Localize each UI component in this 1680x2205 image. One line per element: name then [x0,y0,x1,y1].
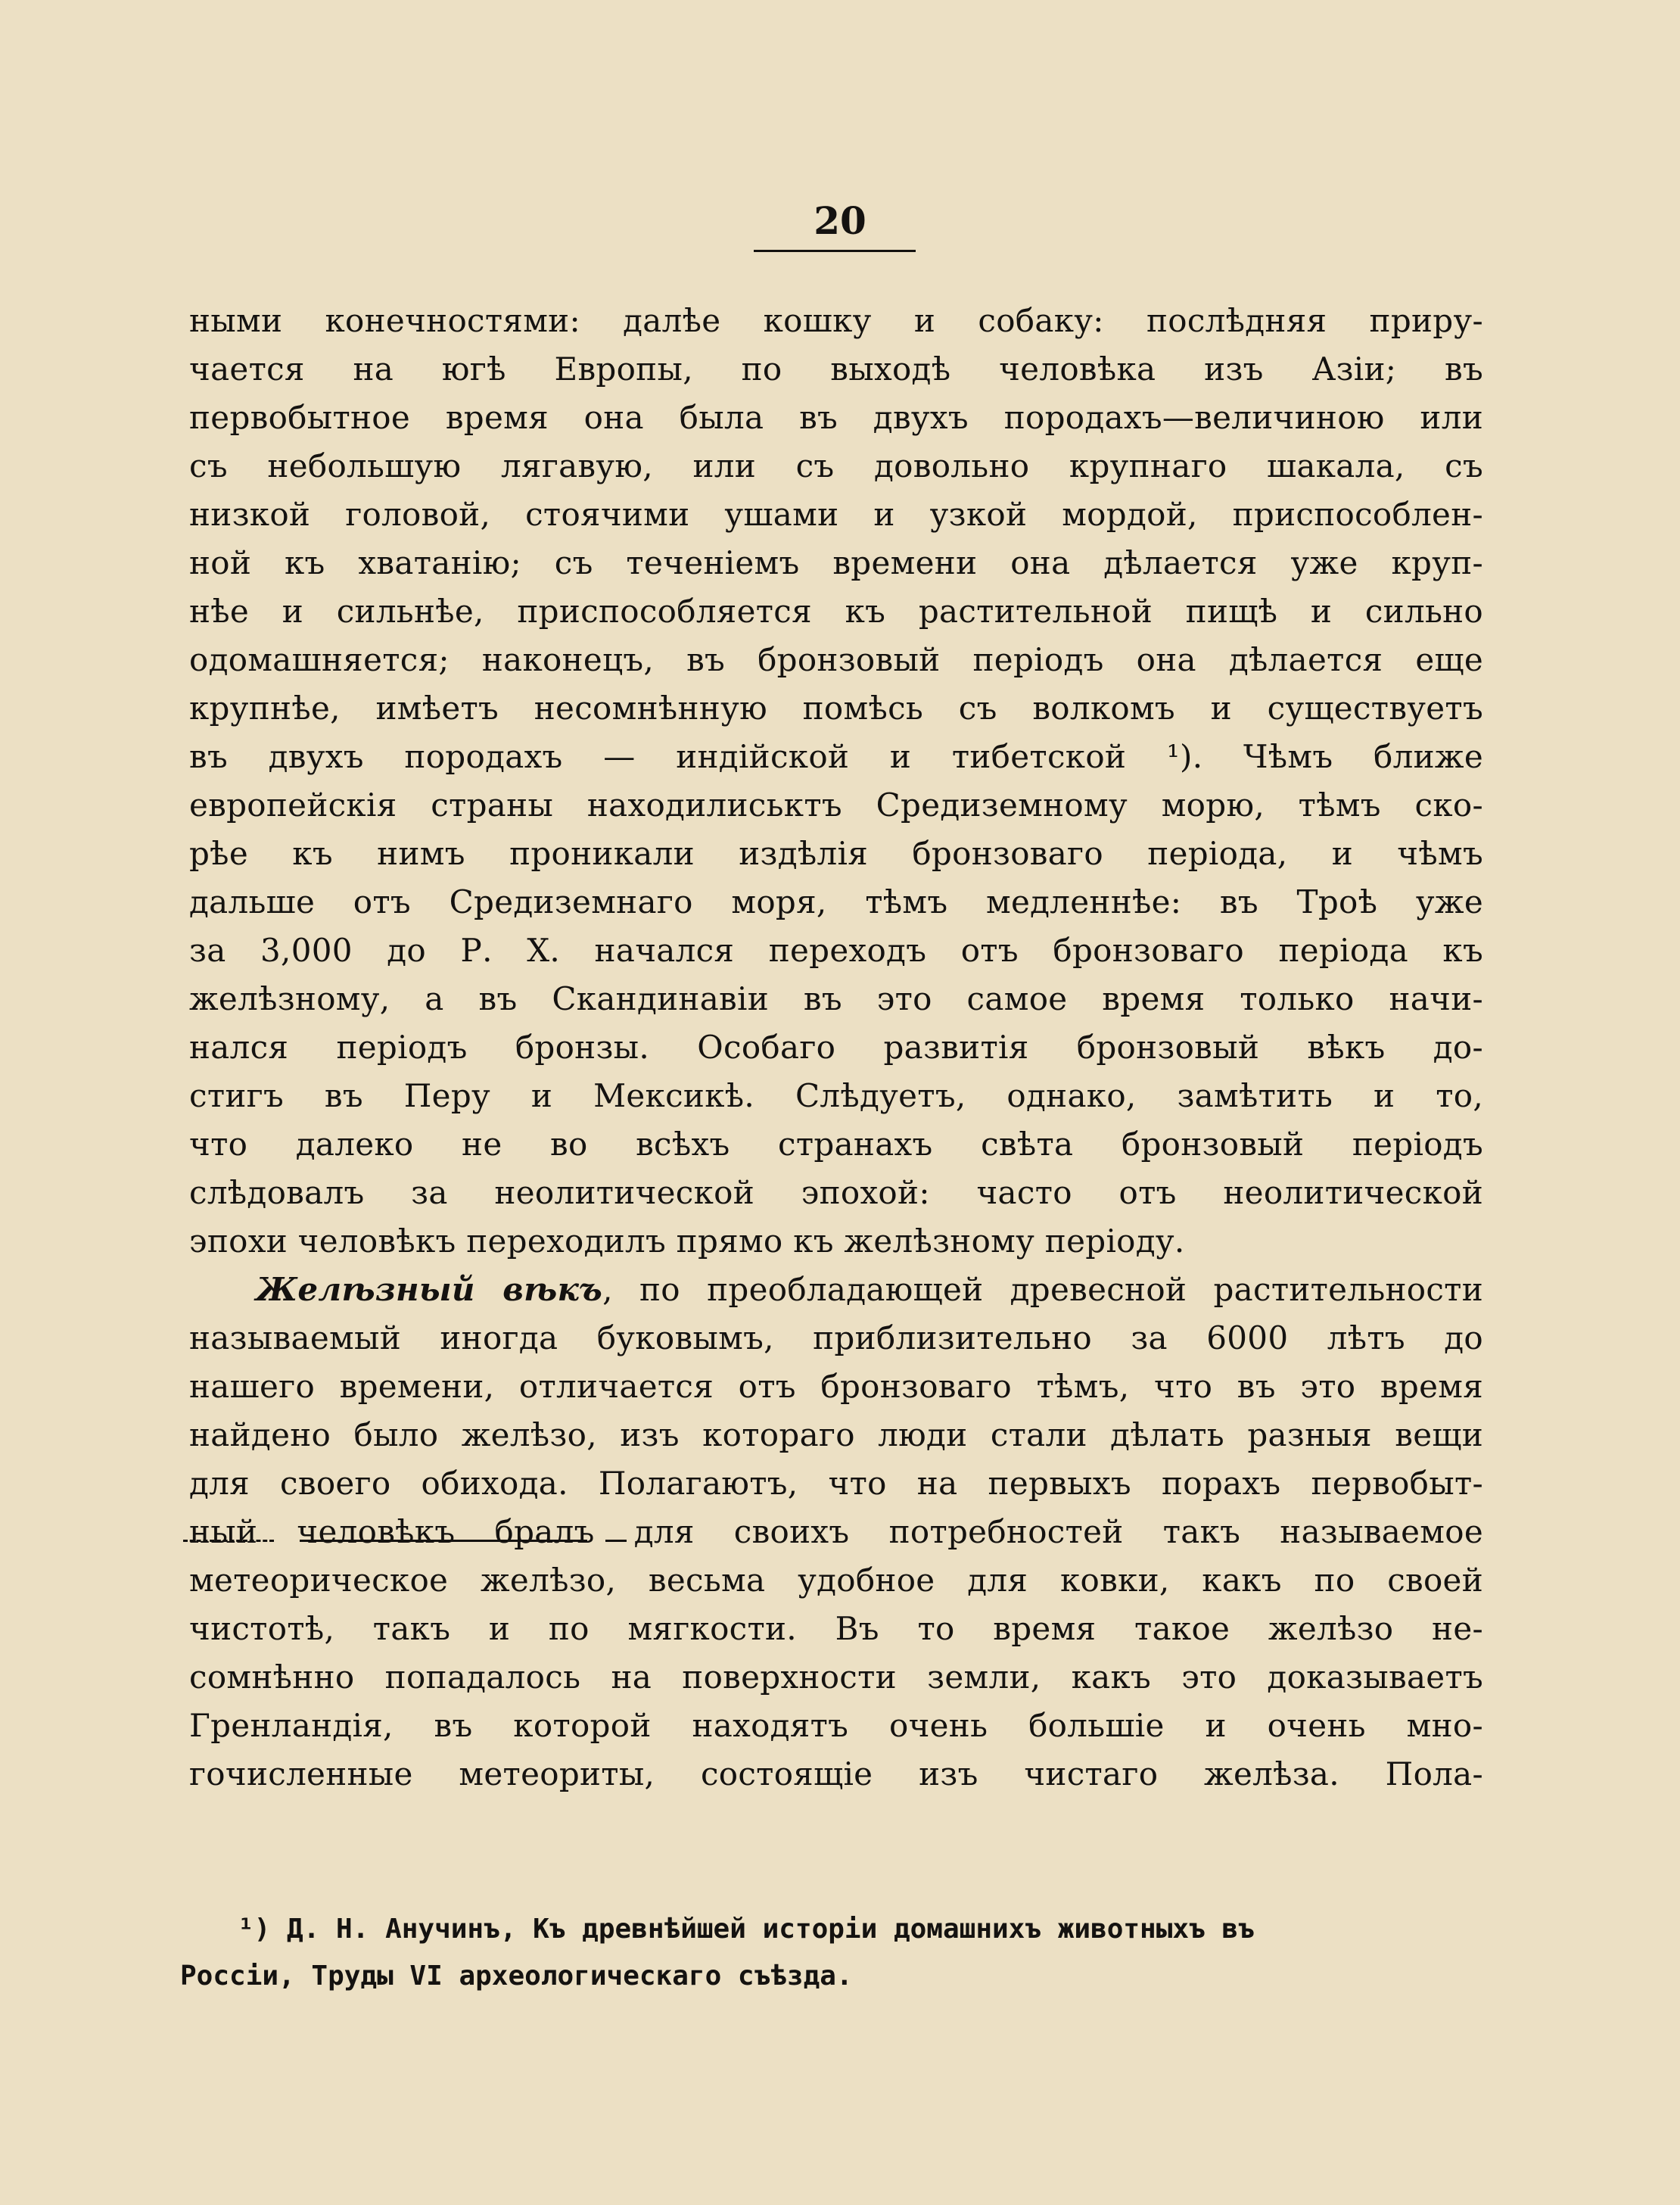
text-line: желѣзному, а въ Скандинавіи въ это самое время только начи- [189,980,1483,1017]
text-line: сомнѣнно попадалось на поверхности земли, какъ это доказываетъ [189,1658,1483,1696]
footnote [180,1906,1485,2000]
text-line: низкой головой, стоячими ушами и узкой мордой, приспособлен- [189,496,1483,533]
text-line: ными конечностями: далѣе кошку и собаку: послѣдняя приру- [189,302,1483,339]
text-line: гочисленные метеориты, состоящіе изъ чистаго желѣза. Пола- [189,1755,1483,1792]
section-first-line [189,1266,1483,1314]
text-line: ной къ хватанію; съ теченіемъ времени она дѣлается уже круп- [189,544,1483,581]
text-line: метеорическое желѣзо, весьма удобное для ковки, какъ по своей [189,1562,1483,1599]
footnote-line: Россіи, Труды VI археологическаго съѣзда. [180,1961,853,1992]
footnote-separator-left [183,1540,274,1542]
text-line: эпохи человѣкъ переходилъ прямо къ желѣзному періоду. [189,1222,1185,1260]
text-line: слѣдовалъ за неолитической эпохой: часто отъ неолитической [189,1174,1483,1211]
footnote-separator [300,1540,587,1542]
footnote-separator-right [605,1540,627,1542]
text-line: чистотѣ, такъ и по мягкости. Въ то время такое желѣзо не- [189,1610,1483,1647]
text-line: нашего времени, отличается отъ бронзоваго тѣмъ, что въ это время [189,1368,1483,1405]
section-heading: Желѣзный вѣкъ [256,1271,603,1308]
page-number: 20 [814,198,866,243]
text-line: въ двухъ породахъ — индійской и тибетской ¹). Чѣмъ ближе [189,738,1483,775]
text-line: для своего обихода. Полагаютъ, что на первыхъ порахъ первобыт- [189,1465,1483,1502]
text-line: чается на югѣ Европы, по выходѣ человѣка изъ Азіи; въ [189,350,1483,388]
text-line: европейскія страны находилиськтъ Средиземному морю, тѣмъ ско- [189,786,1483,824]
text-line: одомашняется; наконецъ, въ бронзовый періодъ она дѣлается еще [189,641,1483,678]
text-line: ный человѣкъ бралъ для своихъ потребностей такъ называемое [189,1513,1483,1550]
text-line: съ небольшую лягавую, или съ довольно крупнаго шакала, съ [189,447,1483,484]
text-line: нался періодъ бронзы. Особаго развитія бронзовый вѣкъ до- [189,1029,1483,1066]
text-line: найдено было желѣзо, изъ котораго люди стали дѣлать разныя вещи [189,1416,1483,1453]
text-line: первобытное время она была въ двухъ породахъ—величиною или [189,399,1483,436]
text-line: стигъ въ Перу и Мексикѣ. Слѣдуетъ, однако, замѣтить и то, [189,1077,1483,1114]
text-line: рѣе къ нимъ проникали издѣлія бронзоваго періода, и чѣмъ [189,835,1483,872]
body-text [189,297,1483,1799]
text-line: крупнѣе, имѣетъ несомнѣнную помѣсь съ волкомъ и существуетъ [189,690,1483,727]
page-number-rule [754,250,916,252]
text-line: Гренландія, въ которой находятъ очень большіе и очень мно- [189,1707,1483,1744]
text-line: что далеко не во всѣхъ странахъ свѣта бронзовый періодъ [189,1126,1483,1163]
text-line: нѣе и сильнѣе, приспособляется къ растительной пищѣ и сильно [189,593,1483,630]
text-line: дальше отъ Средиземнаго моря, тѣмъ медленнѣе: въ Троѣ уже [189,883,1483,920]
section-first-line-text: , по преобладающей древесной растительности [602,1271,1484,1308]
footnote-line: ¹) Д. Н. Анучинъ, Къ древнѣйшей исторіи домашнихъ животныхъ въ [238,1914,1255,1945]
text-line: за 3,000 до Р. Х. начался переходъ отъ бронзоваго періода къ [189,932,1483,969]
text-line: называемый иногда буковымъ, приблизительно за 6000 лѣтъ до [189,1319,1483,1356]
